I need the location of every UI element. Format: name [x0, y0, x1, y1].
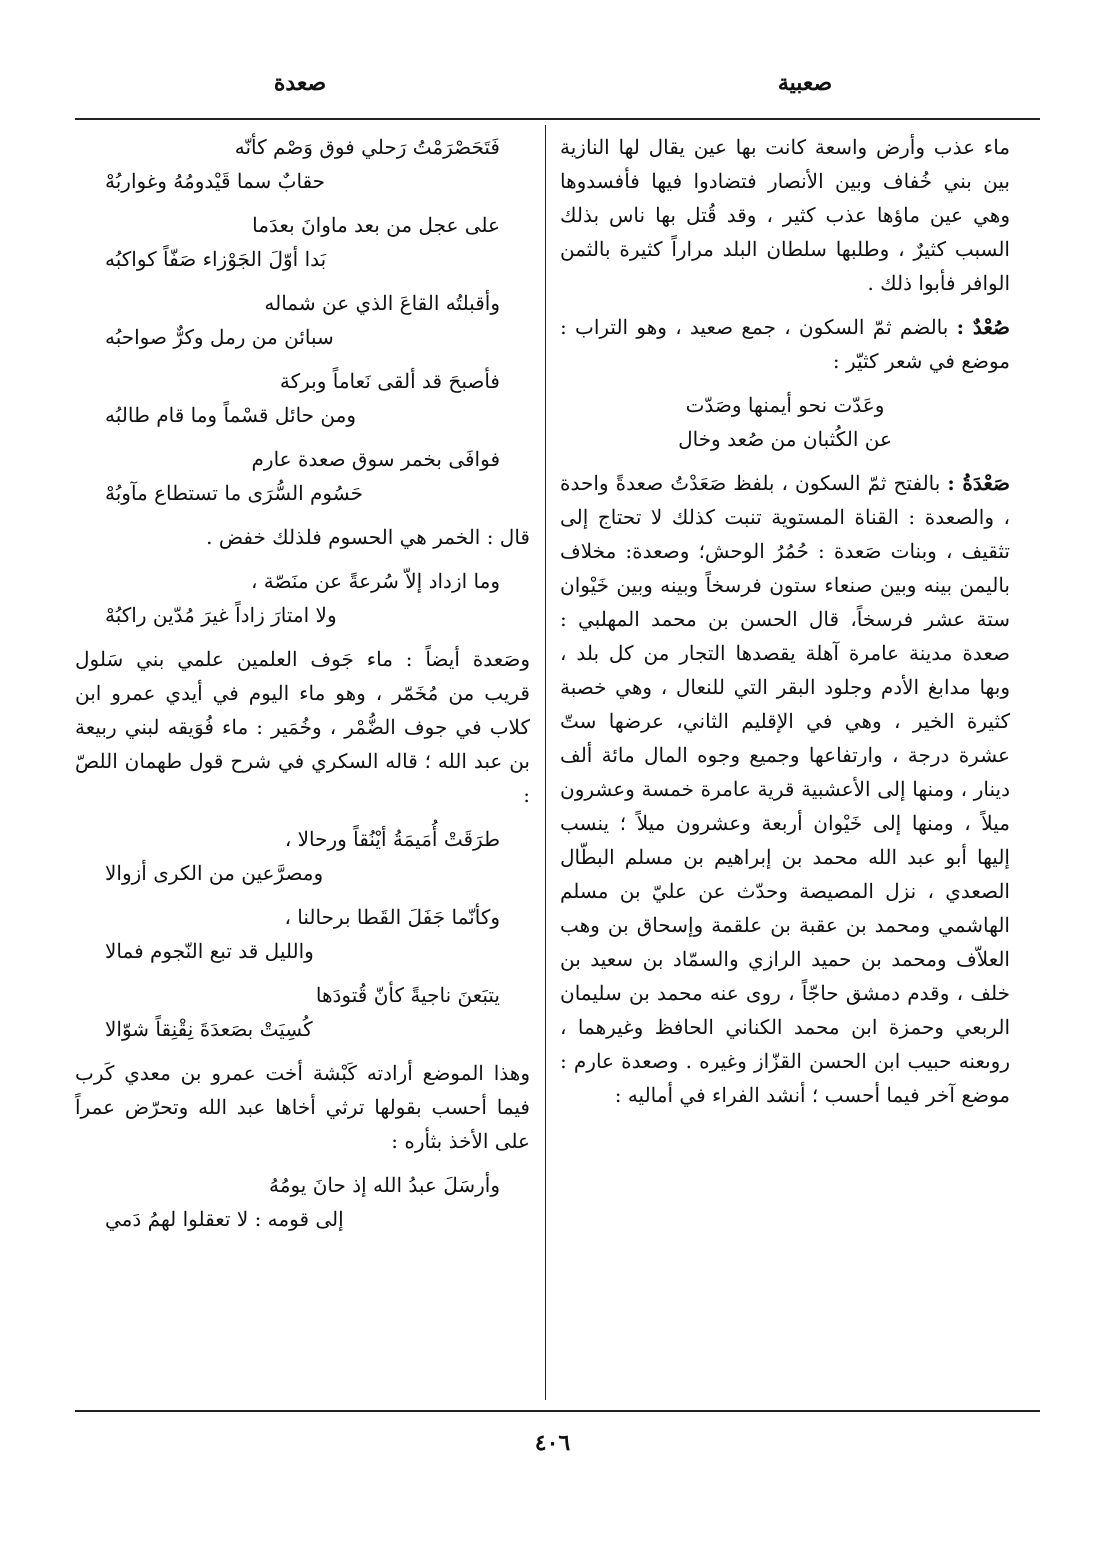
column-divider: [545, 125, 546, 1400]
verse: [75, 130, 530, 198]
top-rule: [75, 118, 1040, 120]
verse-first-hemistich: وعَدّت نحو أيمنها وصَدّت: [685, 393, 885, 417]
page-number: ٤٠٦: [534, 1430, 571, 1456]
verse-second-hemistich: بَدا أوّلَ الجَوْزاء صَفّاً كواكبُه: [105, 247, 327, 271]
verse: [75, 364, 530, 432]
verse-second-hemistich: والليل قد تبع النّجوم فمالا: [105, 939, 314, 963]
verse-first-hemistich: وأرسَلَ عبدُ الله إذ حانَ يومُهُ: [269, 1173, 500, 1197]
entry-text: بالضم ثمّ السكون ، جمع صعيد ، وهو التراب : موضع في شعر كثيّر :: [560, 315, 1010, 373]
entry-paragraph: [560, 310, 1010, 378]
verse-second-hemistich: سبائن من رمل وكرٌّ صواحبُه: [105, 325, 334, 349]
verse-first-hemistich: طرَقَتْ أُمَيمَةُ أيْنُقاً ورحالا ،: [284, 827, 500, 851]
running-head-left: صعدة: [273, 70, 327, 96]
verse: [75, 442, 530, 510]
verse-first-hemistich: فَتَحَصْرَمْتُ رَحلي فوق وَصْم كأنّه: [234, 135, 500, 159]
paragraph: قال : الخمر هي الحسوم فلذلك خفض .: [206, 525, 530, 549]
verse-second-hemistich: حقابٌ سما قَيْدومُهُ وغواربُهْ: [105, 169, 326, 193]
verse: [75, 286, 530, 354]
entry-headword: صَعْدَةُ :: [947, 471, 1010, 495]
verse-first-hemistich: فوافَى بخمر سوق صعدة عارم: [251, 447, 500, 471]
verse-first-hemistich: وأقبلتُه القاعَ الذي عن شماله: [264, 291, 500, 315]
paragraph: وهذا الموضع أرادته كَبْشة أخت عمرو بن معدي كَرب فيما أحسب بقولها ترثي أخاها عبد الله وتحرّض عمراً على الأخذ بثأره :: [75, 1061, 530, 1153]
paragraph: ماء عذب وأرض واسعة كانت بها عين يقال لها النازية بين بني خُفاف وبين الأنصار فتضادوا فيها فأفسدوها وهي عين ماؤها عذب كثير ، وقد قُتل بها ناس بذلك السبب كثيرٌ ، وطلبها سلطان البلد مراراً كثيرة بالثمن الوافر فأبوا ذلك .: [560, 135, 1010, 295]
verse-second-hemistich: ولا امتارَ زاداً غيرَ مُدّين راكبُهْ: [105, 603, 337, 627]
verse-second-hemistich: ومن حائل قسْماً وما قام طالبُه: [105, 403, 356, 427]
verse: [75, 900, 530, 968]
verse-first-hemistich: فأصبحَ قد ألقى نَعاماً وبركة: [279, 369, 500, 393]
verse-second-hemistich: إلى قومه : لا تعقلوا لهمُ دَمي: [105, 1207, 344, 1231]
verse: [75, 208, 530, 276]
entry-headword: صُعْدٌ :: [956, 315, 1010, 339]
verse-second-hemistich: حَسُوم السُّرَى ما تستطاع مآوبُهْ: [105, 481, 363, 505]
right-column: [560, 130, 1010, 1400]
verse-first-hemistich: وكأنّما جَفَلَ القَطا برحالنا ،: [284, 905, 500, 929]
entry-paragraph: [560, 466, 1010, 1112]
verse: [560, 388, 1010, 456]
verse-second-hemistich: ومصرَّعين من الكرى أزوالا: [105, 861, 324, 885]
verse-first-hemistich: وما ازداد إلاّ سُرعةً عن منَصّة ،: [250, 569, 500, 593]
verse-first-hemistich: يتبَعنَ ناجيةً كأنّ قُتودَها: [315, 983, 500, 1007]
paragraph: وصَعدة أيضاً : ماء جَوف العلمين علمي بني سَلول قريب من مُخَمّر ، وهو ماء اليوم في أيدي عمرو ابن كلاب في جوف الضُّمْر ، وخُمَير : ماء فُوَيقه لبني ربيعة بن عبد الله ؛ قاله السكري في شرح قول طهمان اللصّ :: [75, 647, 530, 807]
verse: [75, 564, 530, 632]
bottom-rule: [75, 1410, 1040, 1412]
left-column: [75, 130, 530, 1400]
verse: [75, 1168, 530, 1236]
verse-second-hemistich: عن الكُثبان من صُعد وخال: [678, 427, 892, 451]
verse-second-hemistich: كُسِيَتْ بصَعدَةَ نِقْنِقاً شوّالا: [105, 1017, 313, 1041]
running-head-right: صعبية: [777, 70, 833, 96]
entry-text: بالفتح ثمّ السكون ، بلفظ صَعَدْتُ صعدةً واحدة ، والصعدة : القناة المستوية تنبت كذلك لا تحتاج إلى تثقيف ، وبنات صَعدة : حُمُرُ الوحش؛ وصعدة: مخلاف باليمن بينه وبين صنعاء ستون فرسخاً وبينه وبين خَيْوان ستة عشر فرسخاً، قال الحسن بن محمد المهلبي : صعدة مدينة عامرة آهلة يقصدها التجار من كل بلد ، وبها مدابغ الأدم وجلود البقر التي للنعال ، وهي خصبة كثيرة الخير ، وهي في الإقليم الثاني، عرضها ستّ عشرة درجة ، وارتفاعها وجميع وجوه المال مائة ألف دينار ، ومنها إلى الأعشبية قرية عامرة خمسة وعشرون ميلاً ، ومنها إلى خَيْوان أربعة وعشرون ميلاً ؛ ينسب إليها أبو عبد الله محمد بن إبراهيم بن مسلم البطّال الصعدي ، نزل المصيصة وحدّث عن عليّ بن مسلم الهاشمي ومحمد بن عقبة بن علقمة وإسحاق بن وهب العلاّف ومحمد بن حميد الرازي والسمّاد بن سعيد بن خلف ، وقدم دمشق حاجّاً ، روى عنه محمد بن سليمان الربعي وحمزة ابن محمد الكناني الحافظ وغيرهما ، روىعنه حبيب ابن الحسن القزّاز وغيره . وصعدة عارم : موضع آخر فيما أحسب ؛ أنشد الفراء في أماليه :: [560, 471, 1010, 1107]
verse-first-hemistich: على عجل من بعد ماوانَ بعدَما: [252, 213, 500, 237]
verse: [75, 822, 530, 890]
verse: [75, 978, 530, 1046]
